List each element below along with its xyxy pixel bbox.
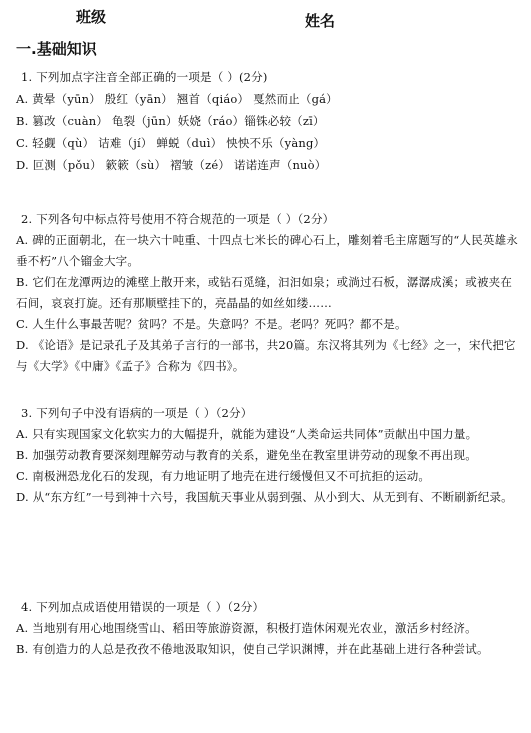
question-2-option-b: B. 它们在龙潭两边的滩壁上散开来，或钻石觅缝，汩汩如泉；或淌过石板，潺潺成溪；或被夹在石间，哀哀打旋。还有那顺壁挂下的，亮晶晶的如丝如缕…… (16, 275, 513, 310)
question-2-stem: 2. 下列各句中标点符号使用不符合规范的一项是（ ）（2分） (21, 212, 335, 226)
question-3-option-b: B. 加强劳动教育要深刻理解劳动与教育的关系，避免坐在教室里讲劳动的现象不再出现。 (16, 448, 477, 462)
header (0, 6, 531, 30)
question-2-option-a: A. 碑的正面朝北，在一块六十吨重、十四点七米长的碑心石上，雕刻着毛主席题写的“人民英雄永垂不朽”八个镏金大字。 (16, 233, 518, 268)
question-4 (16, 596, 521, 660)
question-1-option-d: D. 叵测（pǒu） 簌簌（sù） 褶皱（zé） 诺诺连声（nuò） (16, 158, 327, 172)
question-2-option-c: C. 人生什么事最苦呢？贫吗？不是。失意吗？不是。老吗？死吗？都不是。 (16, 317, 407, 331)
question-1-option-a: A. 黄晕（yūn） 殷红（yān） 翘首（qiáo） 戛然而止（gá） (16, 92, 338, 106)
question-3-stem: 3. 下列句子中没有语病的一项是（ ）（2分） (21, 406, 253, 420)
question-1-stem: 1. 下列加点字注音全部正确的一项是（ ）(2分) (21, 70, 268, 84)
question-1 (16, 66, 521, 176)
question-4-stem: 4. 下列加点成语使用错误的一项是（ ）（2分） (21, 600, 265, 614)
question-3-option-a: A. 只有实现国家文化软实力的大幅提升，就能为建设“人类命运共同体”贡献出中国力量。 (16, 427, 478, 441)
section-title: 一.基础知识 (16, 40, 97, 58)
question-3-option-c: C. 南极洲恐龙化石的发现，有力地证明了地壳在进行缓慢但又不可抗拒的运动。 (16, 469, 431, 483)
question-3 (16, 402, 521, 508)
question-4-option-b: B. 有创造力的人总是孜孜不倦地汲取知识，使自己学识渊博，并在此基础上进行各种尝试。 (16, 642, 489, 656)
question-1-option-c: C. 轻觑（qù） 诘难（jí） 蝉蜕（duì） 怏怏不乐（yàng） (16, 136, 326, 150)
question-3-option-d: D. 从“东方红”一号到神十六号，我国航天事业从弱到强、从小到大、从无到有、不断刷新纪录。 (16, 490, 513, 504)
question-2-option-d: D. 《论语》是记录孔子及其弟子言行的一部书，共20篇。东汉将其列为《七经》之一，宋代把它与《大学》《中庸》《孟子》合称为《四书》。 (16, 338, 516, 373)
class-label: 班级 (76, 8, 107, 26)
question-1-option-b: B. 篡改（cuàn） 龟裂（jūn）妖娆（ráo）锱铢必较（zī） (16, 114, 325, 128)
question-2 (16, 208, 521, 377)
question-4-option-a: A. 当地别有用心地围绕雪山、稻田等旅游资源，积极打造休闲观光农业，激活乡村经济。 (16, 621, 477, 635)
name-label: 姓名 (305, 12, 336, 30)
